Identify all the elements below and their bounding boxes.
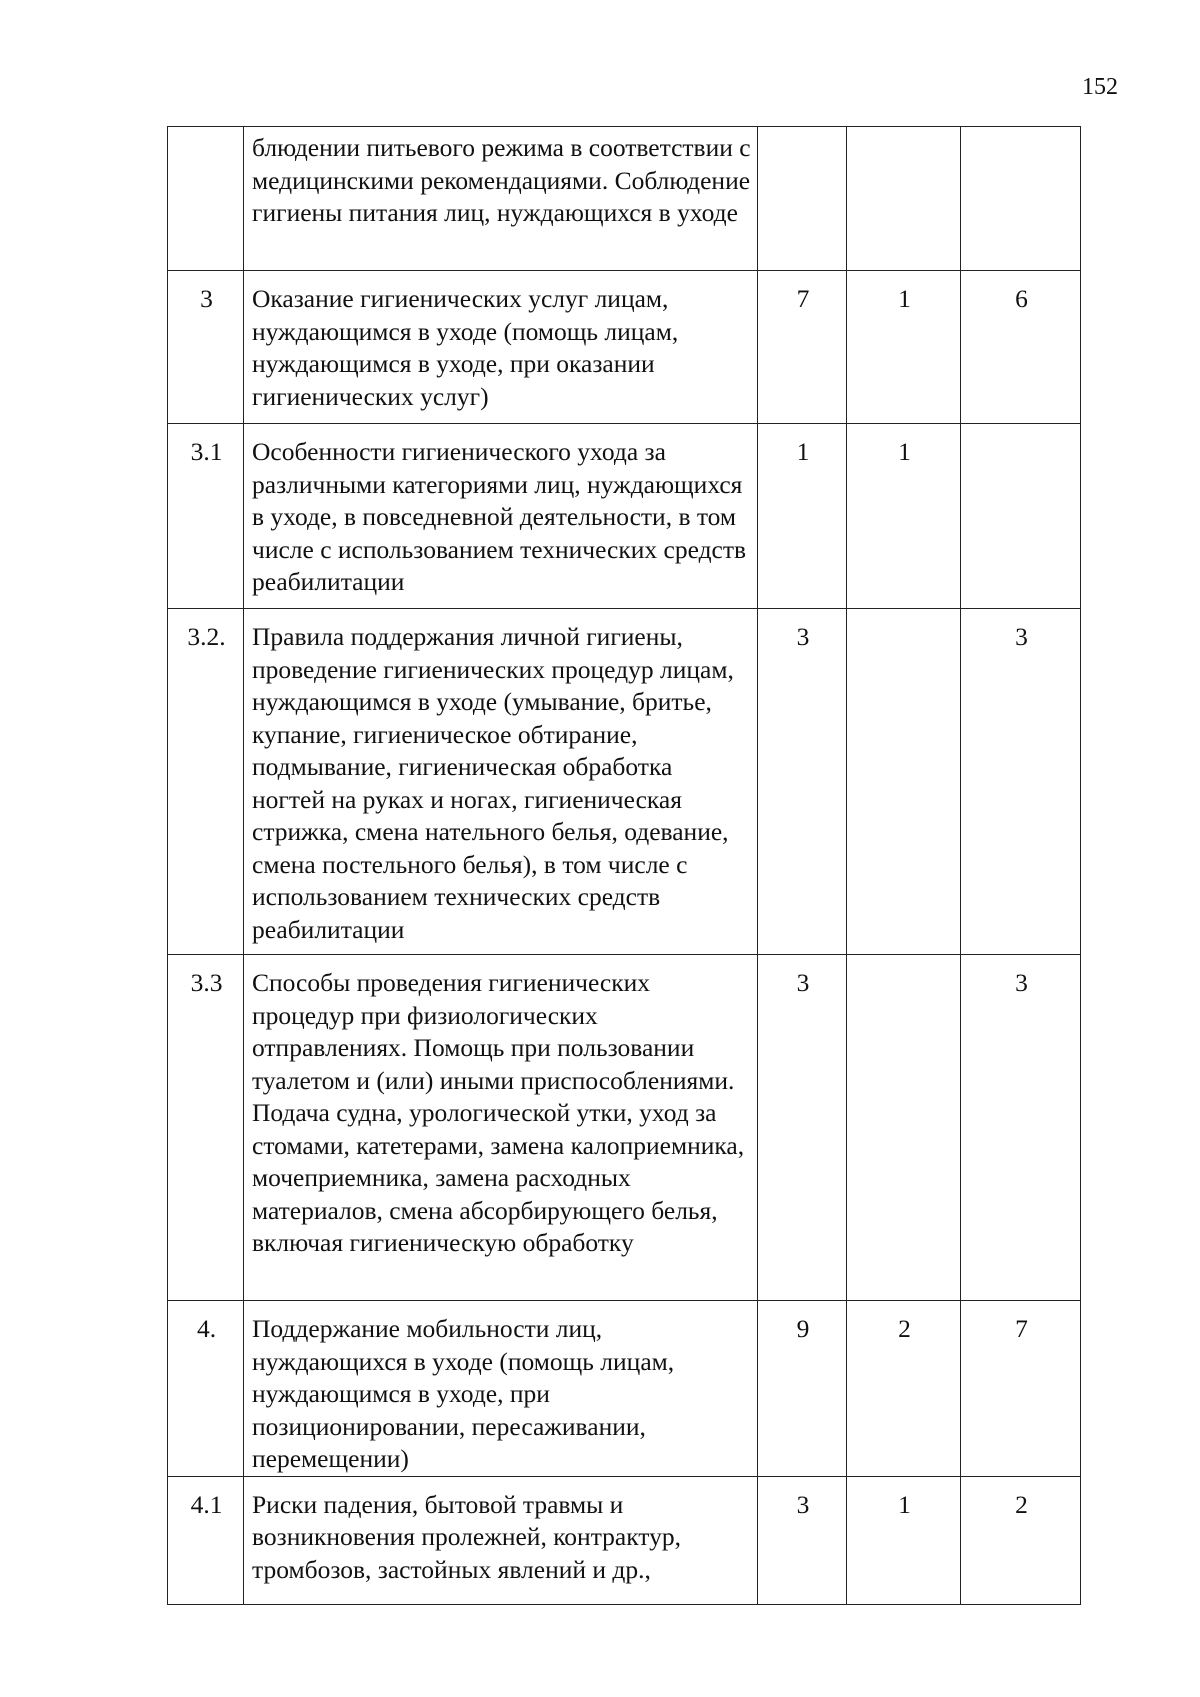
topic-text: Способы проведения гигиенических процедур при физиологических отправлениях. Помощь при пользовании туалетом и (или) иными приспособлениями. Подача судна, урологической утки, уход за стомами, катетерами, замена калоприемника, мочеприемника, замена расходных материалов, смена абсорбирующего белья, включая гигиеническую обработку	[244, 955, 758, 1301]
topic-text: Оказание гигиенических услуг лицам, нуждающимся в уходе (помощь лицам, нуждающимся в уходе, при оказании гигиенических услуг)	[244, 271, 758, 424]
table-row	[168, 424, 1081, 609]
theory-hours: 2	[847, 1301, 961, 1477]
curriculum-table	[167, 126, 1081, 1605]
theory-hours: 1	[847, 1476, 961, 1604]
total-hours: 3	[758, 1476, 847, 1604]
row-number: 3.1	[168, 424, 244, 609]
table-row	[168, 1476, 1081, 1604]
row-number: 3	[168, 271, 244, 424]
theory-hours: 1	[847, 271, 961, 424]
table-row	[168, 271, 1081, 424]
row-number: 4.	[168, 1301, 244, 1477]
topic-text: Поддержание мобильности лиц, нуждающихся в уходе (помощь лицам, нуждающимся в уходе, при позиционировании, пересаживании, перемещении)	[244, 1301, 758, 1477]
row-number: 4.1	[168, 1476, 244, 1604]
row-number: 3.2.	[168, 609, 244, 955]
practice-hours: 2	[961, 1476, 1081, 1604]
total-hours	[758, 127, 847, 271]
topic-text: блюдении питьевого режима в соответствии с медицинскими рекомендациями. Соблюдение гигиены питания лиц, нуждающихся в уходе	[244, 127, 758, 271]
total-hours: 1	[758, 424, 847, 609]
topic-text: Риски падения, бытовой травмы и возникновения пролежней, контрактур, тромбозов, застойных явлений и др.,	[244, 1476, 758, 1604]
total-hours: 9	[758, 1301, 847, 1477]
practice-hours: 6	[961, 271, 1081, 424]
total-hours: 3	[758, 609, 847, 955]
theory-hours: 1	[847, 424, 961, 609]
page-number: 152	[1082, 74, 1118, 100]
practice-hours: 3	[961, 955, 1081, 1301]
practice-hours: 3	[961, 609, 1081, 955]
row-number: 3.3	[168, 955, 244, 1301]
topic-text: Особенности гигиенического ухода за различными категориями лиц, нуждающихся в уходе, в повседневной деятельности, в том числе с использованием технических средств реабилитации	[244, 424, 758, 609]
table-row	[168, 955, 1081, 1301]
total-hours: 3	[758, 955, 847, 1301]
table-row	[168, 609, 1081, 955]
table-row	[168, 1301, 1081, 1477]
theory-hours	[847, 609, 961, 955]
theory-hours	[847, 955, 961, 1301]
table-row	[168, 127, 1081, 271]
theory-hours	[847, 127, 961, 271]
row-number	[168, 127, 244, 271]
total-hours: 7	[758, 271, 847, 424]
practice-hours	[961, 127, 1081, 271]
practice-hours	[961, 424, 1081, 609]
topic-text: Правила поддержания личной гигиены, проведение гигиенических процедур лицам, нуждающимся в уходе (умывание, бритье, купание, гигиеническое обтирание, подмывание, гигиеническая обработка ногтей на руках и ногах, гигиеническая стрижка, смена нательного белья, одевание, смена постельного белья), в том числе с использованием технических средств реабилитации	[244, 609, 758, 955]
practice-hours: 7	[961, 1301, 1081, 1477]
